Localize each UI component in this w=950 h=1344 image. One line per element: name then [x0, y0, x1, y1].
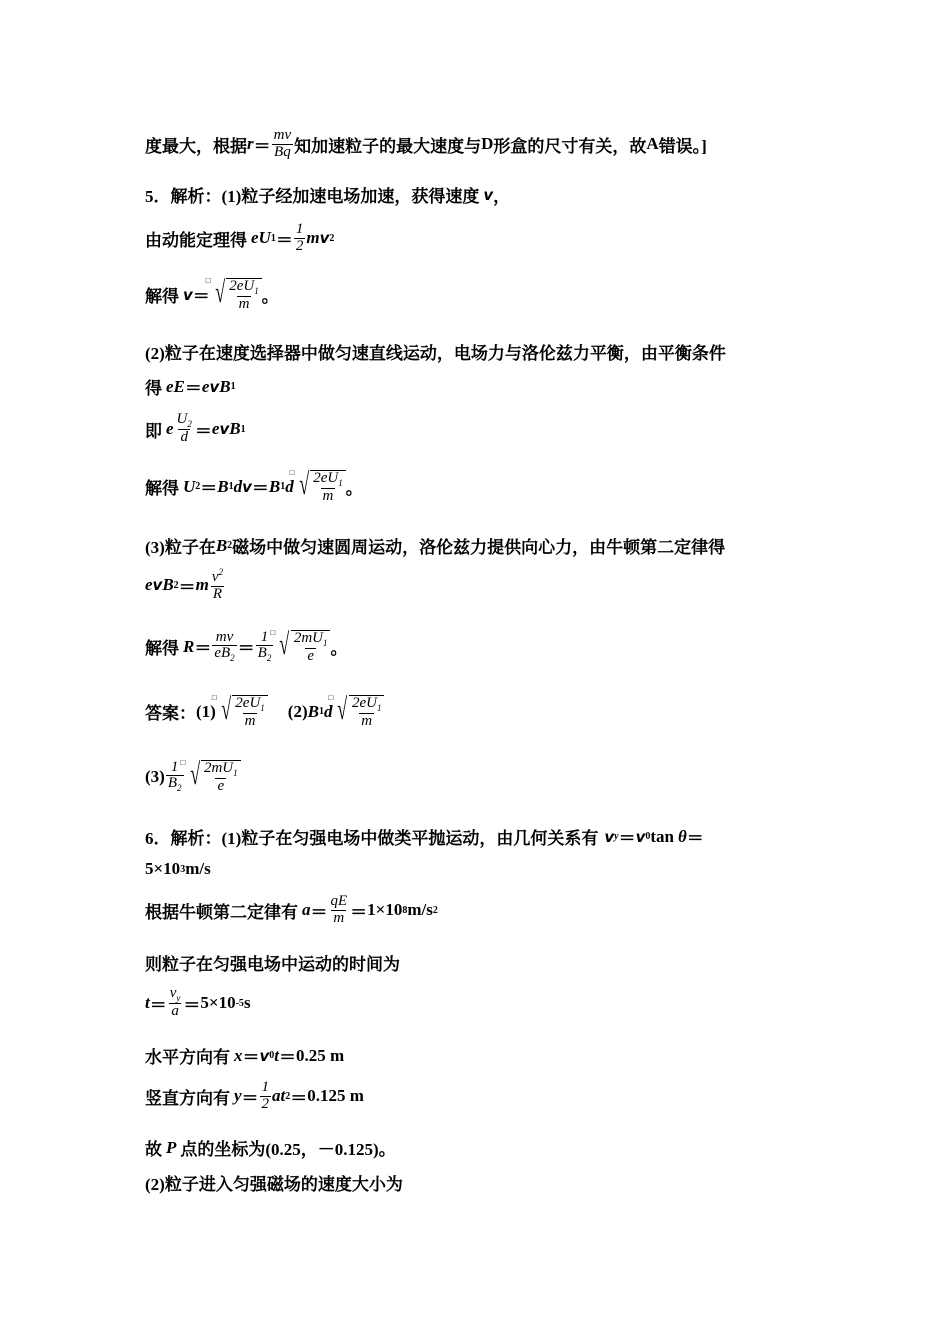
line-r: 解得 R ＝ $\frac{mv}{eB_2}$ ＝ $\frac{1}{B_2}$ □ √ $\frac{2mU_1}{e}$ 。 — [145, 628, 348, 665]
line-q6-t: t ＝ $\frac{v_y}{a}$ ＝ 5×10 -5 s — [145, 985, 251, 1020]
line-q6-y: 竖直方向有 y ＝ $\frac{1}{2}$ at 2 ＝ 0.125 m — [145, 1079, 364, 1112]
line-q5-2b: 得 eE ＝ e v B 1 — [145, 376, 236, 398]
line-q6-2: (2)粒子进入匀强磁场的速度大小为 — [145, 1175, 403, 1194]
line-q5-2a: (2)粒子在速度选择器中做匀速直线运动，电场力与洛伦兹力平衡，由平衡条件 — [145, 344, 726, 363]
line-q6-p: 故 P 点的坐标为(0.25，－0.125)。 — [145, 1137, 396, 1159]
line-u2: 解得 U 2 ＝ B 1 d v ＝ B 1 d □ √ $\frac{2eU_1}{m}$ 。 — [145, 468, 363, 505]
line-q5-3: (3)粒子在 B 2 磁场中做匀速圆周运动，洛伦兹力提供向心力，由牛顿第二定律得 — [145, 535, 726, 557]
line-answer: 答案： (1) □ √ $\frac{2eU_1}{m}$ (2) B 1 d □ √ $\frac{2eU_1}{m}$ — [145, 693, 384, 730]
line-v: 解得 v ＝ □ √ $\frac{2eU_1}{m}$ 。 — [145, 276, 279, 313]
line-q6-vy: 5×10 3 m/s — [145, 859, 211, 878]
line-1: 度最大，根据 r ＝ $\frac{mv}{Bq}$ 知加速粒子的最大速度与 D 形盒的尺寸有关，故 A 错误。] — [145, 127, 707, 160]
line-q6-time: 则粒子在匀强电场中运动的时间为 — [145, 955, 400, 974]
line-q6-x: 水平方向有 x ＝ v 0 t ＝ 0.25 m — [145, 1045, 345, 1067]
line-ji: 即 e $\frac{U_2}{d}$ ＝ e v B 1 — [145, 411, 246, 446]
line-evb2: e v B 2 ＝ m $\frac{v^2}{R}$ — [145, 567, 224, 602]
line-q6: 6．解析： (1)粒子在匀强电场中做类平抛运动，由几何关系有 v y ＝ v 0 tan θ ＝ — [145, 826, 704, 848]
line-energy: 由动能定理得 eU 1 ＝ $\frac{1}{2}$ m v 2 — [145, 221, 335, 254]
line-q6-a: 根据牛顿第二定律有 a ＝ $\frac{qE}{m}$ ＝ 1×10 8 m/s 2 — [145, 893, 438, 926]
line-answer-3: (3) $\frac{1}{B_2}$ □ √ $\frac{2mU_1}{e}$ — [145, 758, 241, 795]
line-q5: 5．解析： (1)粒子经加速电场加速，获得速度 v ， — [145, 185, 511, 206]
